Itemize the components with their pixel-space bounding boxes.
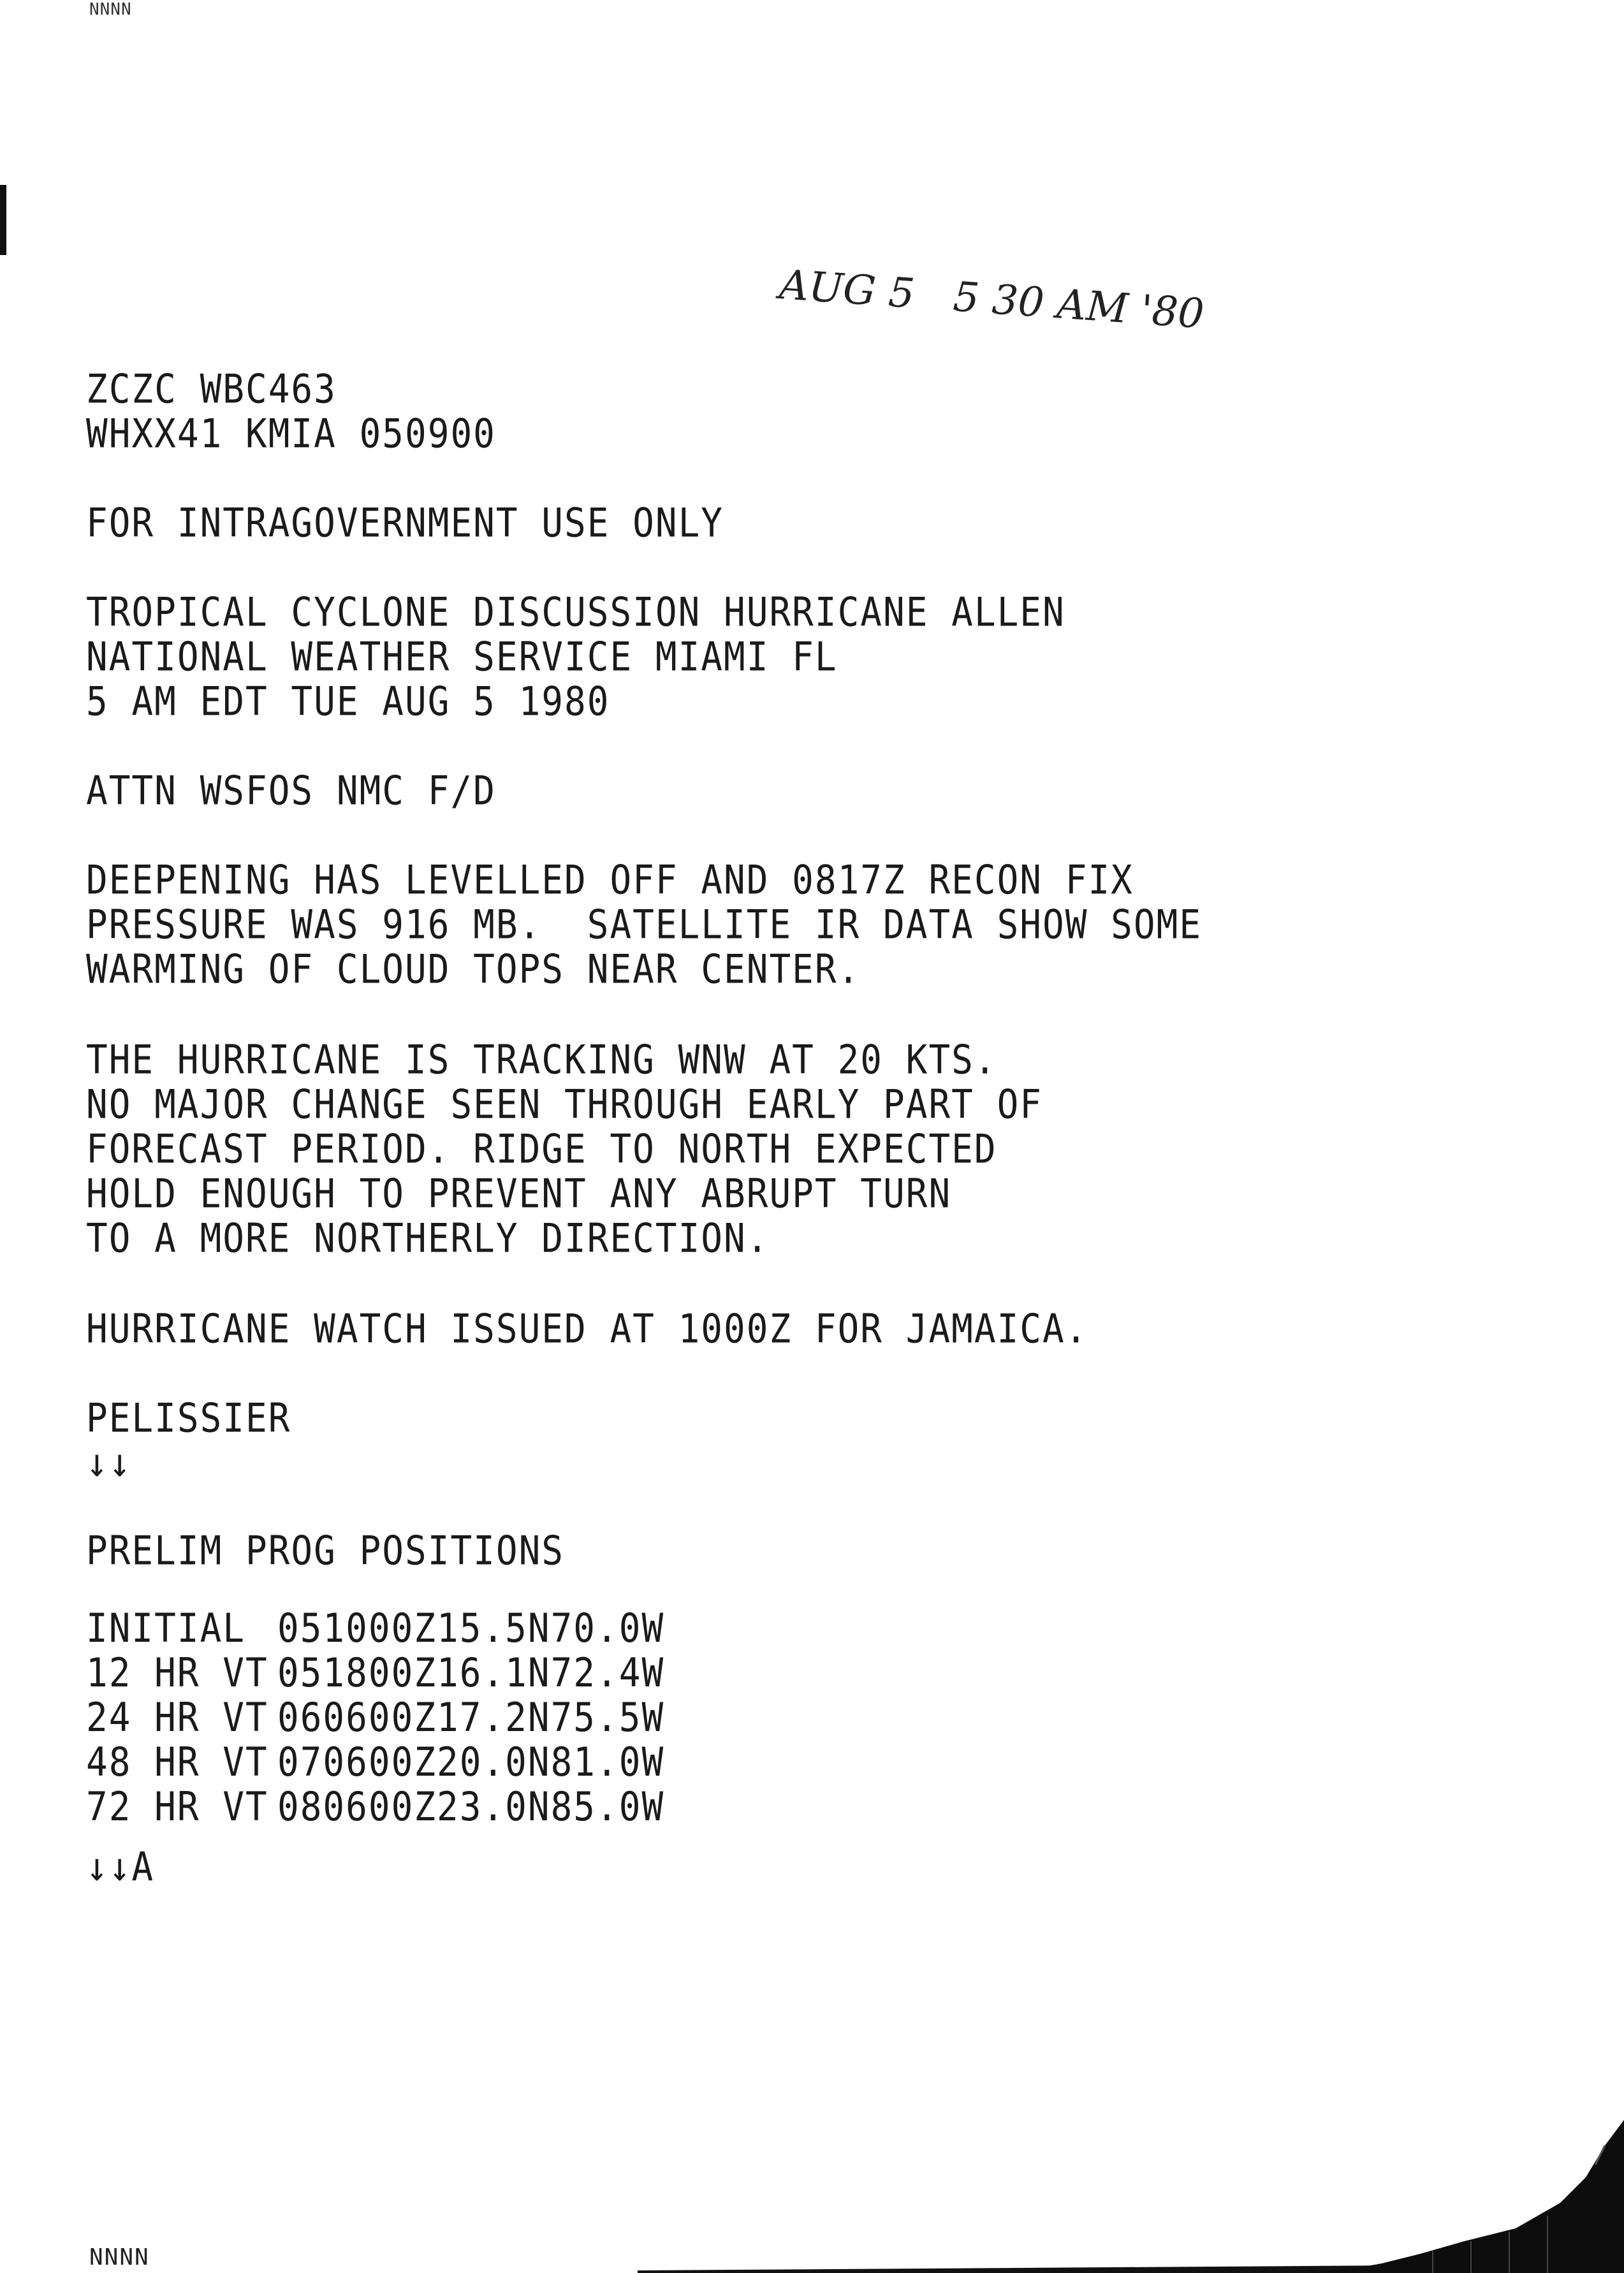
position-lon: 70.0W xyxy=(550,1605,665,1652)
position-label: 72 HR VT xyxy=(86,1784,268,1831)
prog-positions-table xyxy=(86,1607,664,1830)
attention-line: ATTN WSFOS NMC F/D xyxy=(86,768,496,815)
bottom-edge-marks: NNNN xyxy=(89,2244,150,2270)
position-lat: 17.2N xyxy=(437,1695,551,1741)
received-date-stamp: AUG 5 5 30 AM '80 xyxy=(777,261,1206,339)
position-time: 070600Z xyxy=(277,1739,437,1786)
table-row xyxy=(86,1785,664,1830)
paragraph1-line-2: PRESSURE WAS 916 MB. SATELLITE IR DATA SHOW SOME xyxy=(86,902,1203,949)
header-line-1: ZCZC WBC463 xyxy=(86,366,337,413)
title-line-2: NATIONAL WEATHER SERVICE MIAMI FL xyxy=(86,634,838,681)
position-lon: 81.0W xyxy=(550,1739,665,1786)
title-line-3: 5 AM EDT TUE AUG 5 1980 xyxy=(86,678,610,726)
paragraph1-line-1: DEEPENING HAS LEVELLED OFF AND 0817Z RECON FIX xyxy=(86,857,1134,904)
position-lon: 75.5W xyxy=(550,1695,665,1741)
watch-notice-line: HURRICANE WATCH ISSUED AT 1000Z FOR JAMAICA. xyxy=(86,1306,1088,1353)
position-time: 051000Z xyxy=(277,1605,437,1652)
table-row xyxy=(86,1741,664,1785)
positions-heading: PRELIM PROG POSITIONS xyxy=(86,1528,565,1575)
scan-edge-mark xyxy=(0,185,6,255)
position-label: 24 HR VT xyxy=(86,1695,268,1741)
position-lon: 85.0W xyxy=(550,1784,665,1831)
position-time: 080600Z xyxy=(277,1784,437,1831)
top-edge-marks: NNNN xyxy=(89,0,132,19)
paragraph2-line-3: FORECAST PERIOD. RIDGE TO NORTH EXPECTED xyxy=(86,1126,997,1173)
table-row xyxy=(86,1607,664,1651)
end-marker-1: ↓↓ xyxy=(86,1440,132,1487)
position-label: 48 HR VT xyxy=(86,1739,268,1786)
position-time: 060600Z xyxy=(277,1695,437,1741)
paragraph2-line-2: NO MAJOR CHANGE SEEN THROUGH EARLY PART OF xyxy=(86,1081,1043,1129)
paragraph2-line-4: HOLD ENOUGH TO PREVENT ANY ABRUPT TURN xyxy=(86,1171,952,1218)
signature-line: PELISSIER xyxy=(86,1395,291,1442)
paragraph2-line-1: THE HURRICANE IS TRACKING WNW AT 20 KTS. xyxy=(86,1037,997,1084)
position-lat: 15.5N xyxy=(437,1605,551,1652)
position-label: INITIAL xyxy=(86,1605,246,1652)
paragraph1-line-3: WARMING OF CLOUD TOPS NEAR CENTER. xyxy=(86,946,861,993)
table-row xyxy=(86,1651,664,1696)
table-row xyxy=(86,1696,664,1741)
header-line-2: WHXX41 KMIA 050900 xyxy=(86,411,496,458)
classification-line: FOR INTRAGOVERNMENT USE ONLY xyxy=(86,500,724,547)
position-lat: 16.1N xyxy=(437,1650,551,1697)
title-line-1: TROPICAL CYCLONE DISCUSSION HURRICANE ALLEN xyxy=(86,589,1065,636)
position-lat: 20.0N xyxy=(437,1739,551,1786)
position-lon: 72.4W xyxy=(550,1650,665,1697)
position-lat: 23.0N xyxy=(437,1784,551,1831)
end-marker-2: ↓↓A xyxy=(86,1844,155,1891)
paragraph2-line-5: TO A MORE NORTHERLY DIRECTION. xyxy=(86,1215,770,1262)
position-time: 051800Z xyxy=(277,1650,437,1697)
torn-corner xyxy=(1305,2120,1624,2273)
position-label: 12 HR VT xyxy=(86,1650,268,1697)
